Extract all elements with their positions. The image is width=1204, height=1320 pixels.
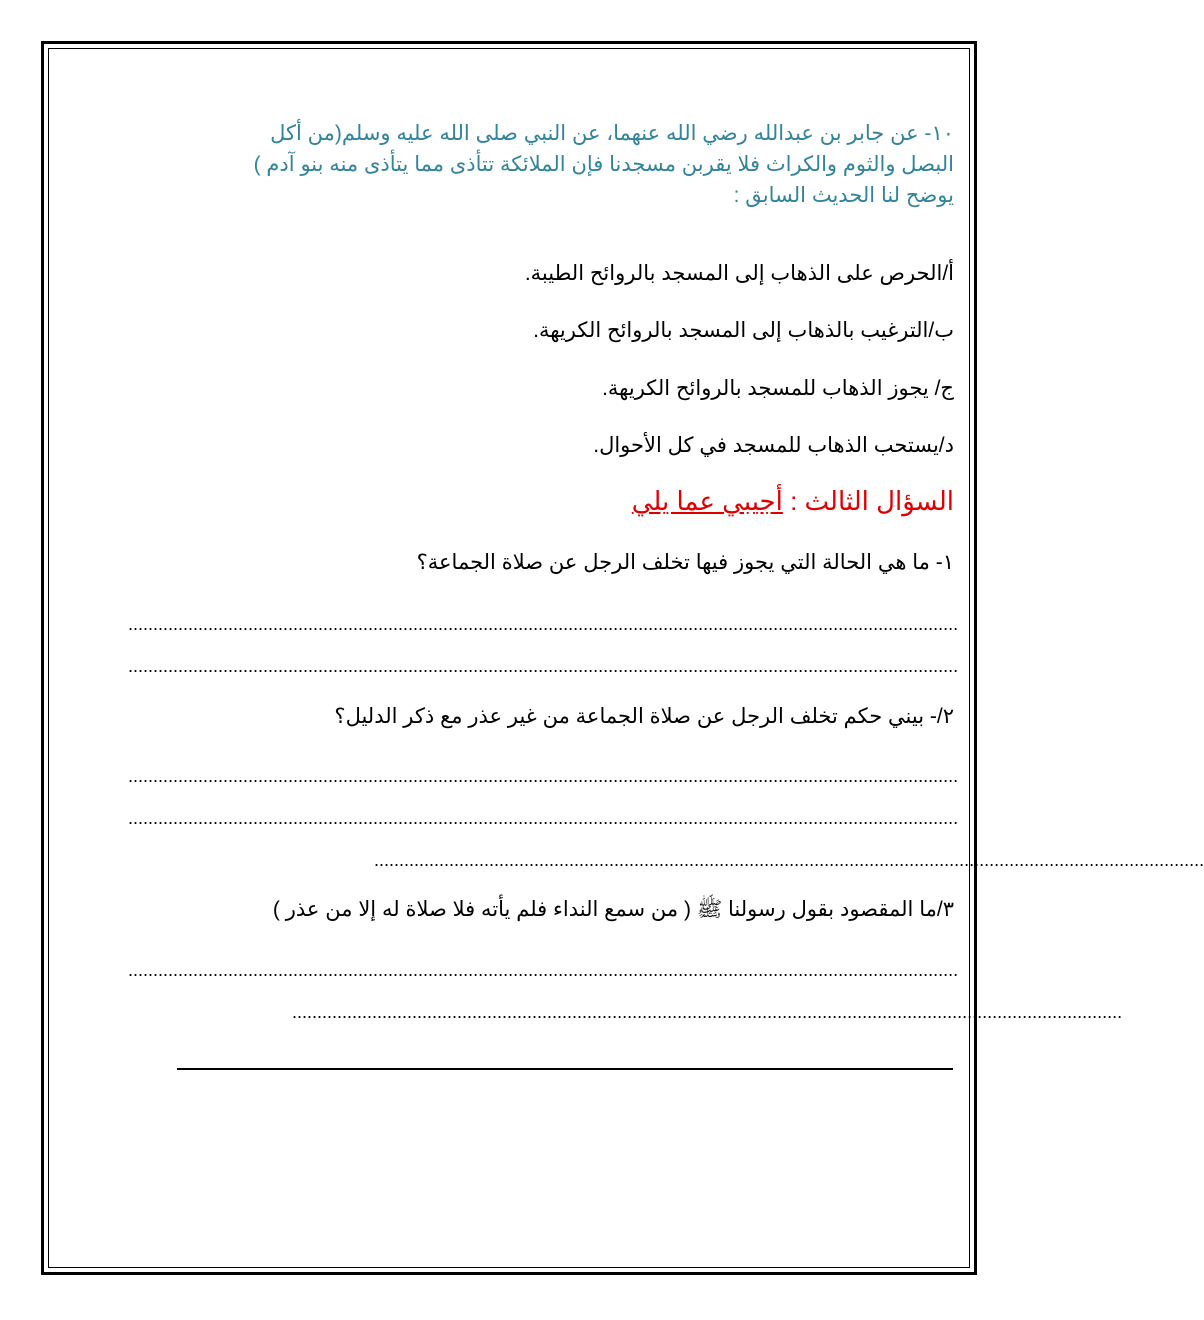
hadith-line-2: البصل والثوم والكراث فلا يقربن مسجدنا فإن الملائكة تتأذى مما يتأذى منه بنو آدم ) <box>253 153 954 176</box>
section-heading <box>632 486 954 517</box>
question-2: ٢/- بيني حكم تخلف الرجل عن صلاة الجماعة من غير عذر مع ذكر الدليل؟ <box>334 705 954 728</box>
option-b: ب/الترغيب بالذهاب إلى المسجد بالروائح الكريهة. <box>533 319 954 342</box>
option-c: ج/ يجوز الذهاب للمسجد بالروائح الكريهة. <box>602 377 954 400</box>
question-3: ٣/ما المقصود بقول رسولنا ﷺ ( من سمع النداء فلم يأته فلا صلاة له إلا من عذر ) <box>272 898 954 921</box>
option-a: أ/الحرص على الذهاب إلى المسجد بالروائح الطيبة. <box>524 262 954 285</box>
answer-line[interactable]: ...................................................................................................................................................................... <box>128 656 959 676</box>
answer-line[interactable]: ...................................................................................................................................................................... <box>374 850 1204 870</box>
answer-line[interactable]: ...................................................................................................................................................................... <box>128 766 959 786</box>
option-d: د/يستحب الذهاب للمسجد في كل الأحوال. <box>593 434 954 457</box>
answer-line[interactable]: ...................................................................................................................................................................... <box>128 960 959 980</box>
hadith-line-1: ١٠- عن جابر بن عبدالله رضي الله عنهما، عن النبي صلى الله عليه وسلم(من أكل <box>270 122 954 145</box>
section-label: السؤال الثالث : <box>782 486 954 516</box>
answer-line[interactable]: ...................................................................................................................................................................... <box>128 614 959 634</box>
hadith-text <box>128 118 954 211</box>
question-1: ١- ما هي الحالة التي يجوز فيها تخلف الرجل عن صلاة الجماعة؟ <box>416 551 954 574</box>
bottom-rule <box>177 1068 953 1070</box>
answer-line[interactable]: ...................................................................................................................................................................... <box>292 1002 1123 1022</box>
section-instruction: أجيبي عما يلي <box>631 486 783 516</box>
hadith-line-3: يوضح لنا الحديث السابق : <box>733 184 954 207</box>
answer-line[interactable]: ...................................................................................................................................................................... <box>128 808 959 828</box>
